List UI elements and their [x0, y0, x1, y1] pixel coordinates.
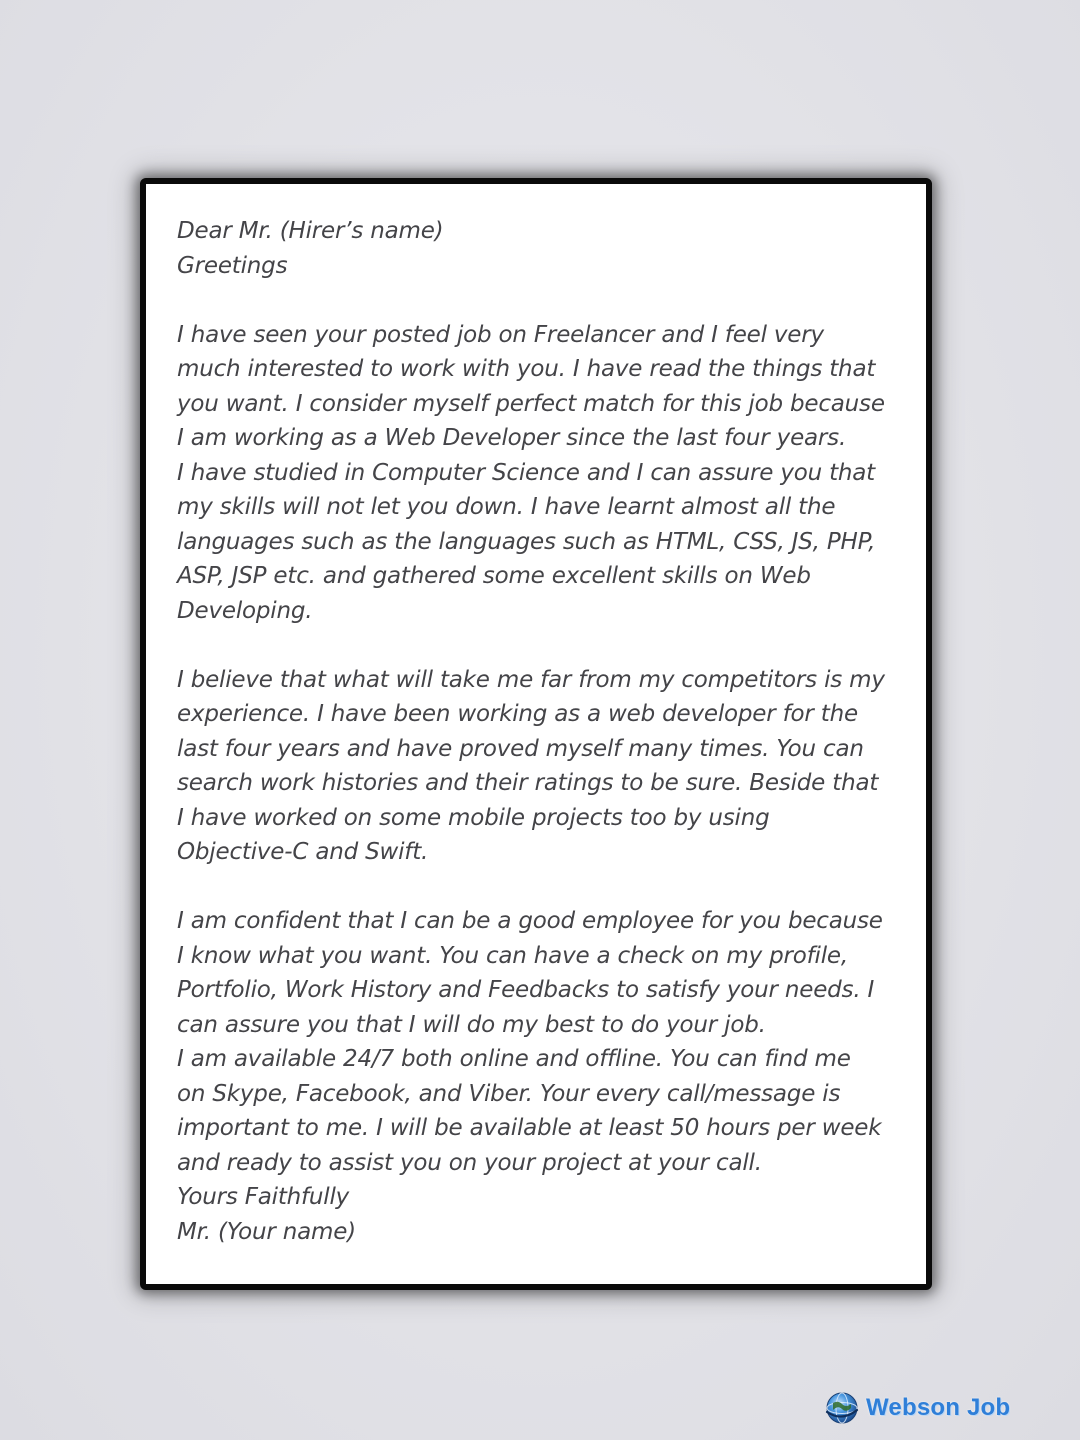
paragraph-line: languages such as the languages such as HTML, CSS, JS, PHP,	[177, 528, 876, 555]
paragraph-line: much interested to work with you. I have read the things that	[177, 356, 876, 382]
closing: Yours Faithfully	[177, 1184, 350, 1210]
paragraph-line: Developing.	[177, 597, 313, 624]
paragraph-line: on Skype, Facebook, and Viber. Your every call/message is	[177, 1080, 841, 1107]
paragraph-gap	[177, 628, 913, 663]
paragraph-line: I am confident that I can be a good employee for you because	[177, 908, 883, 934]
paragraph-line: you want. I consider myself perfect match for this job because	[177, 390, 885, 417]
paragraph-line: I have seen your posted job on Freelancer and I feel very	[177, 321, 824, 348]
paragraph-2	[177, 663, 913, 870]
paragraph-line: can assure you that I will do my best to do your job.	[177, 1011, 766, 1038]
paragraph-3	[177, 904, 913, 1180]
paragraph-gap	[177, 870, 913, 905]
letter-card	[140, 178, 932, 1290]
letter-body	[177, 214, 913, 1249]
paragraph-line: I have studied in Computer Science and I can assure you that	[177, 459, 876, 486]
greeting: Greetings	[177, 252, 288, 279]
paragraph-1	[177, 318, 913, 629]
paragraph-gap	[177, 283, 913, 318]
globe-icon	[824, 1390, 860, 1426]
salutation: Dear Mr. (Hirer’s name)	[177, 218, 444, 244]
signature: Mr. (Your name)	[177, 1218, 356, 1245]
paragraph-line: I am available 24/7 both online and offline. You can find me	[177, 1046, 851, 1072]
paragraph-line: Portfolio, Work History and Feedbacks to satisfy your needs. I	[177, 977, 875, 1003]
paragraph-line: experience. I have been working as a web developer for the	[177, 701, 858, 727]
brand-name: Webson Job	[866, 1394, 1011, 1421]
paragraph-line: ASP, JSP etc. and gathered some excellent skills on Web	[177, 563, 811, 589]
paragraph-line: Objective-C and Swift.	[177, 839, 429, 865]
paragraph-line: I am working as a Web Developer since the last four years.	[177, 425, 847, 451]
paragraph-line: I believe that what will take me far from my competitors is my	[177, 666, 885, 693]
paragraph-line: important to me. I will be available at least 50 hours per week	[177, 1115, 882, 1141]
paragraph-line: my skills will not let you down. I have learnt almost all the	[177, 494, 836, 520]
paragraph-line: I know what you want. You can have a check on my profile,	[177, 942, 848, 969]
brand-watermark	[824, 1388, 1010, 1428]
paragraph-line: last four years and have proved myself many times. You can	[177, 735, 864, 762]
paragraph-line: and ready to assist you on your project at your call.	[177, 1149, 762, 1176]
paragraph-line: search work histories and their ratings to be sure. Beside that	[177, 770, 879, 796]
paragraph-line: I have worked on some mobile projects too by using	[177, 804, 770, 831]
